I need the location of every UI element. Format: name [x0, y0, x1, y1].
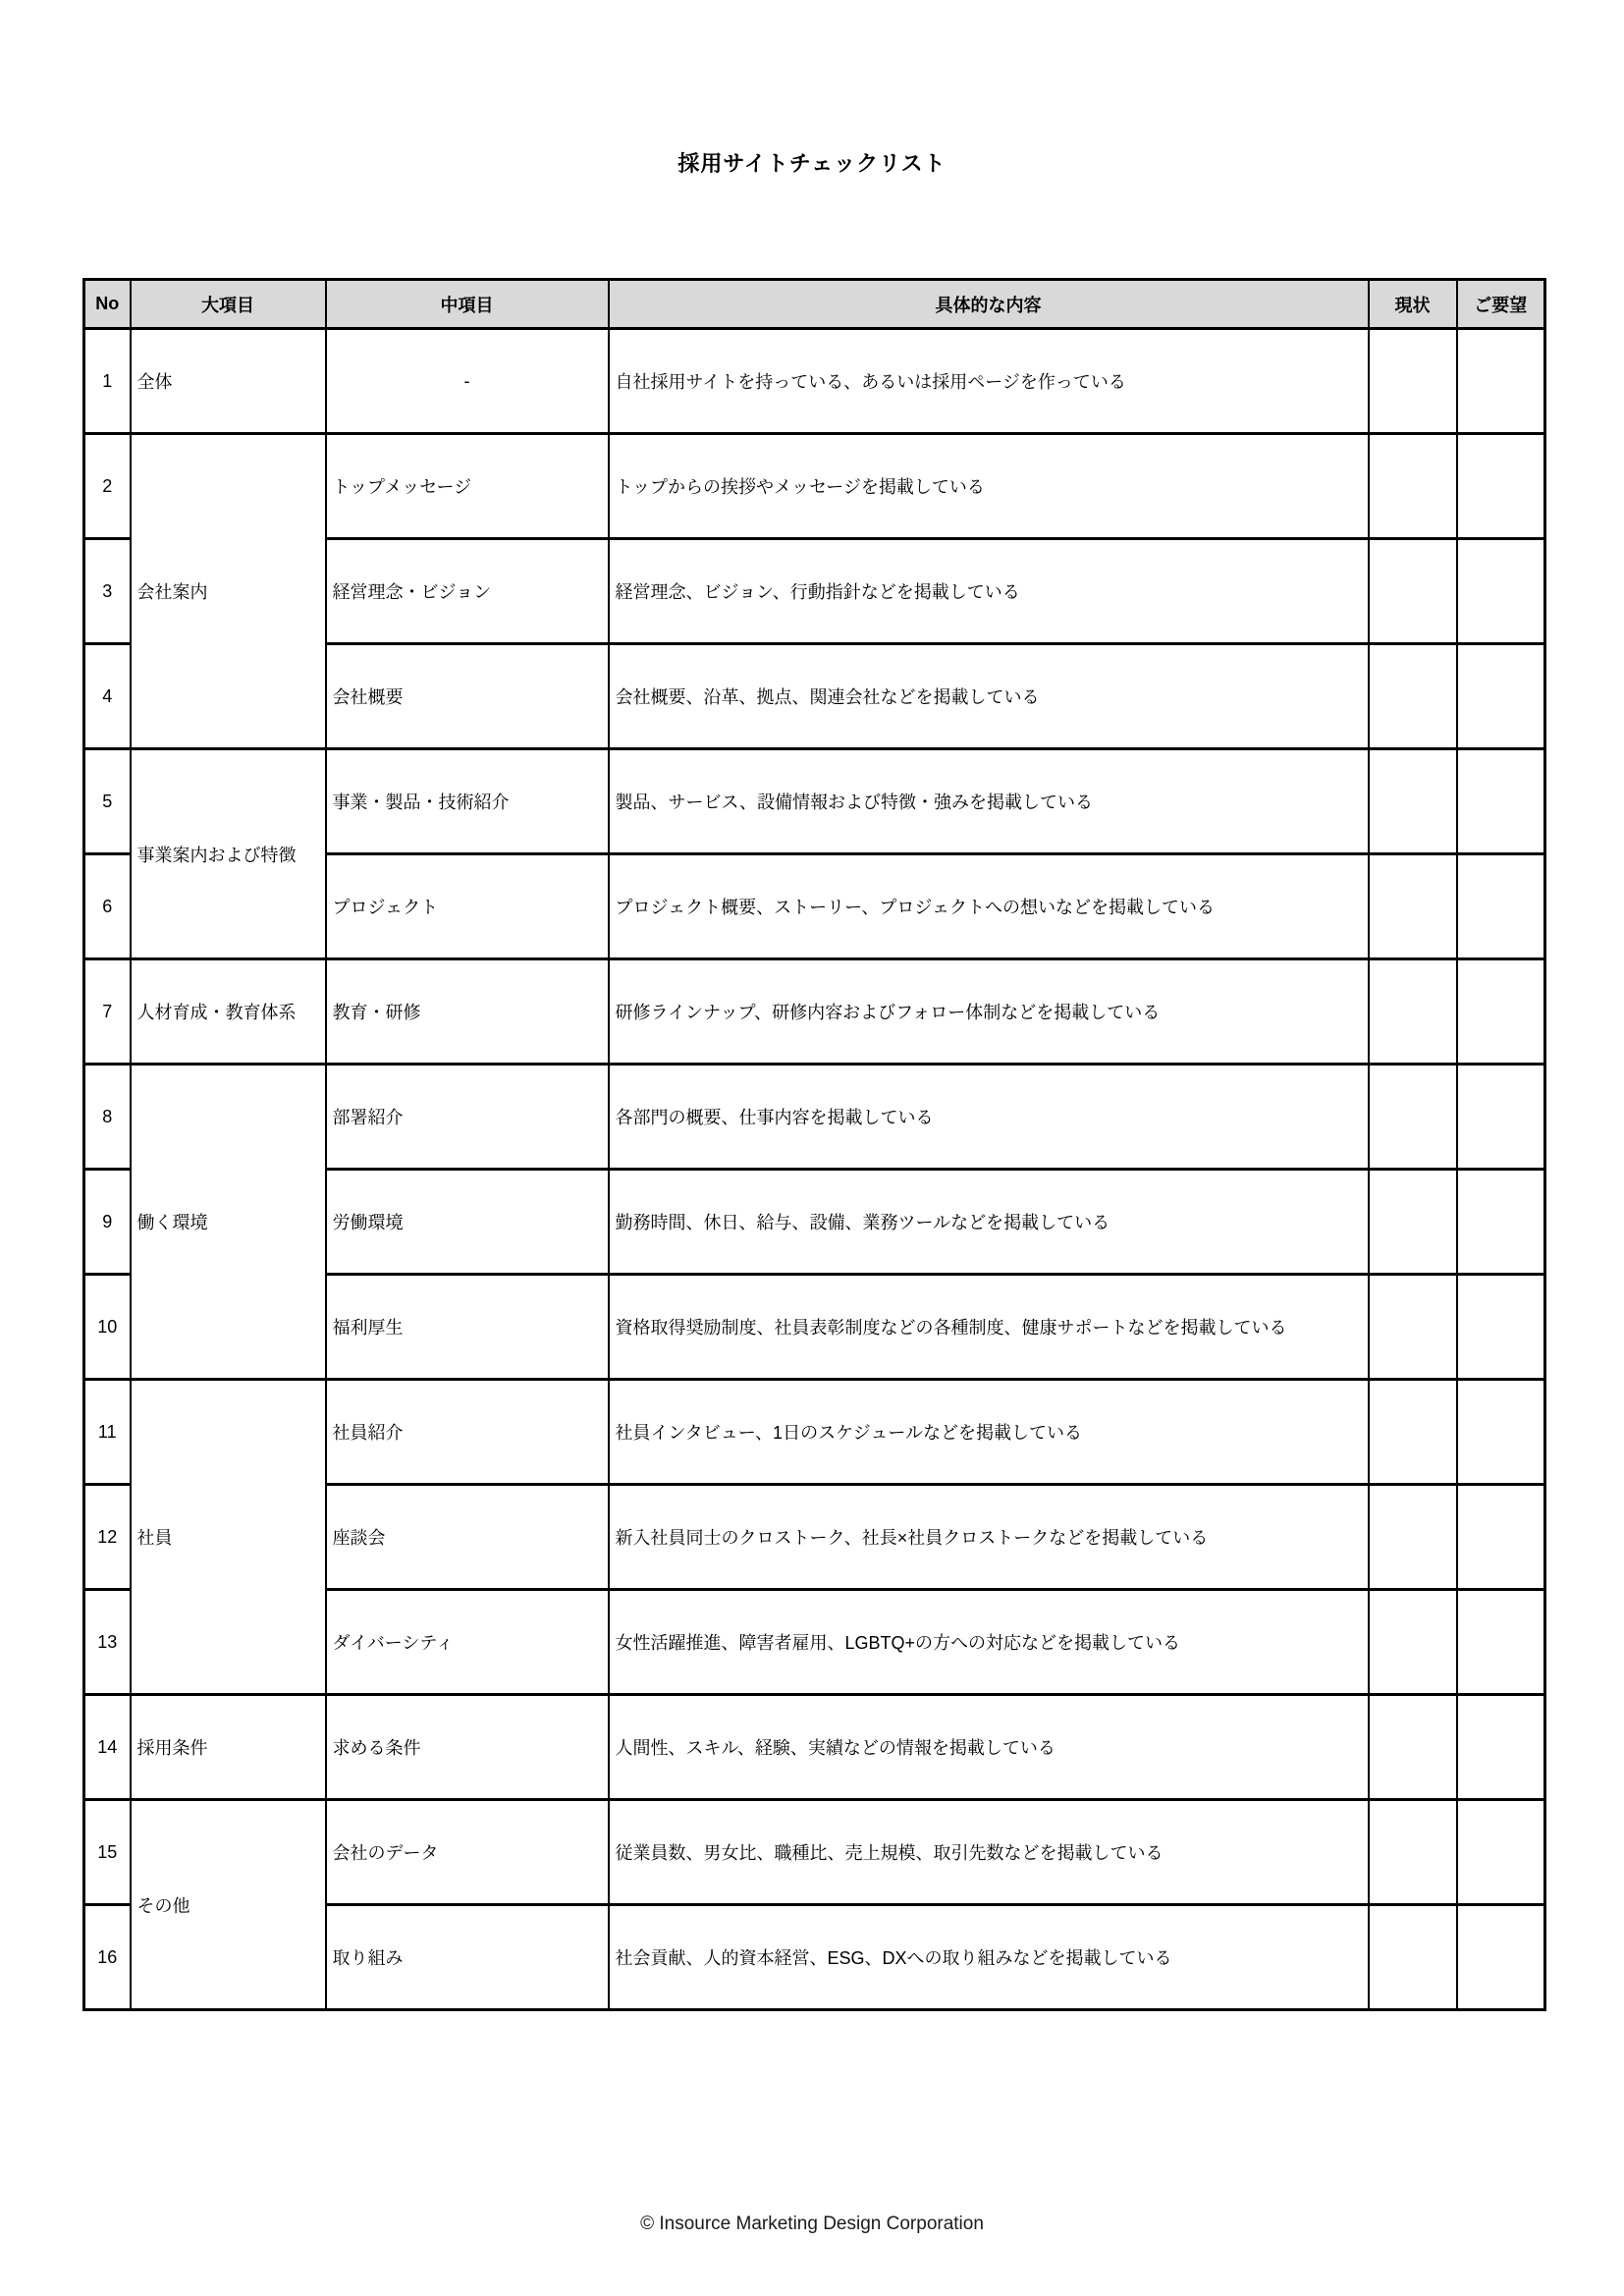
request-cell	[1457, 1380, 1545, 1485]
header-cell-detail: 具体的な内容	[609, 280, 1369, 329]
detail-cell: プロジェクト概要、ストーリー、プロジェクトへの想いなどを掲載している	[609, 854, 1369, 959]
no-cell: 11	[84, 1380, 131, 1485]
status-cell	[1369, 1905, 1457, 2010]
detail-cell: 会社概要、沿革、拠点、関連会社などを掲載している	[609, 644, 1369, 749]
sub-item-cell: 社員紹介	[326, 1380, 609, 1485]
no-cell: 1	[84, 329, 131, 434]
header-row	[84, 280, 1545, 329]
no-cell: 15	[84, 1800, 131, 1905]
table-row	[84, 1380, 1545, 1485]
header-cell-request: ご要望	[1457, 280, 1545, 329]
status-cell	[1369, 329, 1457, 434]
status-cell	[1369, 1380, 1457, 1485]
status-cell	[1369, 749, 1457, 854]
status-cell	[1369, 1065, 1457, 1170]
table-row	[84, 1695, 1545, 1800]
sub-item-cell: 部署紹介	[326, 1065, 609, 1170]
category-cell: 社員	[131, 1380, 326, 1695]
request-cell	[1457, 539, 1545, 644]
sub-item-cell: 経営理念・ビジョン	[326, 539, 609, 644]
status-cell	[1369, 959, 1457, 1065]
detail-cell: 女性活躍推進、障害者雇用、LGBTQ+の方への対応などを掲載している	[609, 1590, 1369, 1695]
status-cell	[1369, 854, 1457, 959]
category-cell: 全体	[131, 329, 326, 434]
sub-item-cell: 取り組み	[326, 1905, 609, 2010]
category-cell: 人材育成・教育体系	[131, 959, 326, 1065]
request-cell	[1457, 434, 1545, 539]
request-cell	[1457, 329, 1545, 434]
category-cell: 働く環境	[131, 1065, 326, 1380]
category-cell: 採用条件	[131, 1695, 326, 1800]
no-cell: 13	[84, 1590, 131, 1695]
status-cell	[1369, 1485, 1457, 1590]
status-cell	[1369, 1800, 1457, 1905]
sub-item-cell: 事業・製品・技術紹介	[326, 749, 609, 854]
sub-item-cell: 座談会	[326, 1485, 609, 1590]
request-cell	[1457, 1170, 1545, 1275]
checklist-table	[82, 278, 1546, 2011]
table-row	[84, 959, 1545, 1065]
detail-cell: 勤務時間、休日、給与、設備、業務ツールなどを掲載している	[609, 1170, 1369, 1275]
sub-item-cell: 会社のデータ	[326, 1800, 609, 1905]
sub-item-cell: トップメッセージ	[326, 434, 609, 539]
request-cell	[1457, 644, 1545, 749]
detail-cell: 人間性、スキル、経験、実績などの情報を掲載している	[609, 1695, 1369, 1800]
header-cell-sub: 中項目	[326, 280, 609, 329]
sub-item-cell: ダイバーシティ	[326, 1590, 609, 1695]
request-cell	[1457, 1065, 1545, 1170]
status-cell	[1369, 644, 1457, 749]
no-cell: 9	[84, 1170, 131, 1275]
detail-cell: 自社採用サイトを持っている、あるいは採用ページを作っている	[609, 329, 1369, 434]
table-row	[84, 1800, 1545, 1905]
category-cell: その他	[131, 1800, 326, 2010]
detail-cell: 製品、サービス、設備情報および特徴・強みを掲載している	[609, 749, 1369, 854]
sub-item-cell: 教育・研修	[326, 959, 609, 1065]
footer-copyright: © Insource Marketing Design Corporation	[640, 2214, 984, 2234]
table-row	[84, 749, 1545, 854]
sub-item-cell: 労働環境	[326, 1170, 609, 1275]
request-cell	[1457, 1275, 1545, 1380]
detail-cell: 研修ラインナップ、研修内容およびフォロー体制などを掲載している	[609, 959, 1369, 1065]
sub-item-cell: 会社概要	[326, 644, 609, 749]
detail-cell: 新入社員同士のクロストーク、社長×社員クロストークなどを掲載している	[609, 1485, 1369, 1590]
sub-item-cell: -	[326, 329, 609, 434]
no-cell: 7	[84, 959, 131, 1065]
request-cell	[1457, 749, 1545, 854]
detail-cell: 各部門の概要、仕事内容を掲載している	[609, 1065, 1369, 1170]
sub-item-cell: 求める条件	[326, 1695, 609, 1800]
request-cell	[1457, 1485, 1545, 1590]
page-title: 採用サイトチェックリスト	[677, 151, 947, 176]
category-cell: 会社案内	[131, 434, 326, 749]
status-cell	[1369, 539, 1457, 644]
no-cell: 10	[84, 1275, 131, 1380]
no-cell: 16	[84, 1905, 131, 2010]
request-cell	[1457, 1800, 1545, 1905]
header-cell-status: 現状	[1369, 280, 1457, 329]
request-cell	[1457, 1590, 1545, 1695]
detail-cell: 資格取得奨励制度、社員表彰制度などの各種制度、健康サポートなどを掲載している	[609, 1275, 1369, 1380]
status-cell	[1369, 434, 1457, 539]
request-cell	[1457, 854, 1545, 959]
detail-cell: 社会貢献、人的資本経営、ESG、DXへの取り組みなどを掲載している	[609, 1905, 1369, 2010]
detail-cell: トップからの挨拶やメッセージを掲載している	[609, 434, 1369, 539]
table-row	[84, 329, 1545, 434]
no-cell: 12	[84, 1485, 131, 1590]
sub-item-cell: 福利厚生	[326, 1275, 609, 1380]
table-row	[84, 1065, 1545, 1170]
request-cell	[1457, 1905, 1545, 2010]
category-cell: 事業案内および特徴	[131, 749, 326, 959]
detail-cell: 社員インタビュー、1日のスケジュールなどを掲載している	[609, 1380, 1369, 1485]
status-cell	[1369, 1170, 1457, 1275]
request-cell	[1457, 959, 1545, 1065]
status-cell	[1369, 1275, 1457, 1380]
no-cell: 5	[84, 749, 131, 854]
status-cell	[1369, 1695, 1457, 1800]
detail-cell: 経営理念、ビジョン、行動指針などを掲載している	[609, 539, 1369, 644]
request-cell	[1457, 1695, 1545, 1800]
header-cell-no: No	[84, 280, 131, 329]
header-cell-category: 大項目	[131, 280, 326, 329]
sub-item-cell: プロジェクト	[326, 854, 609, 959]
table-row	[84, 434, 1545, 539]
detail-cell: 従業員数、男女比、職種比、売上規模、取引先数などを掲載している	[609, 1800, 1369, 1905]
no-cell: 6	[84, 854, 131, 959]
no-cell: 2	[84, 434, 131, 539]
no-cell: 8	[84, 1065, 131, 1170]
no-cell: 14	[84, 1695, 131, 1800]
no-cell: 3	[84, 539, 131, 644]
no-cell: 4	[84, 644, 131, 749]
status-cell	[1369, 1590, 1457, 1695]
